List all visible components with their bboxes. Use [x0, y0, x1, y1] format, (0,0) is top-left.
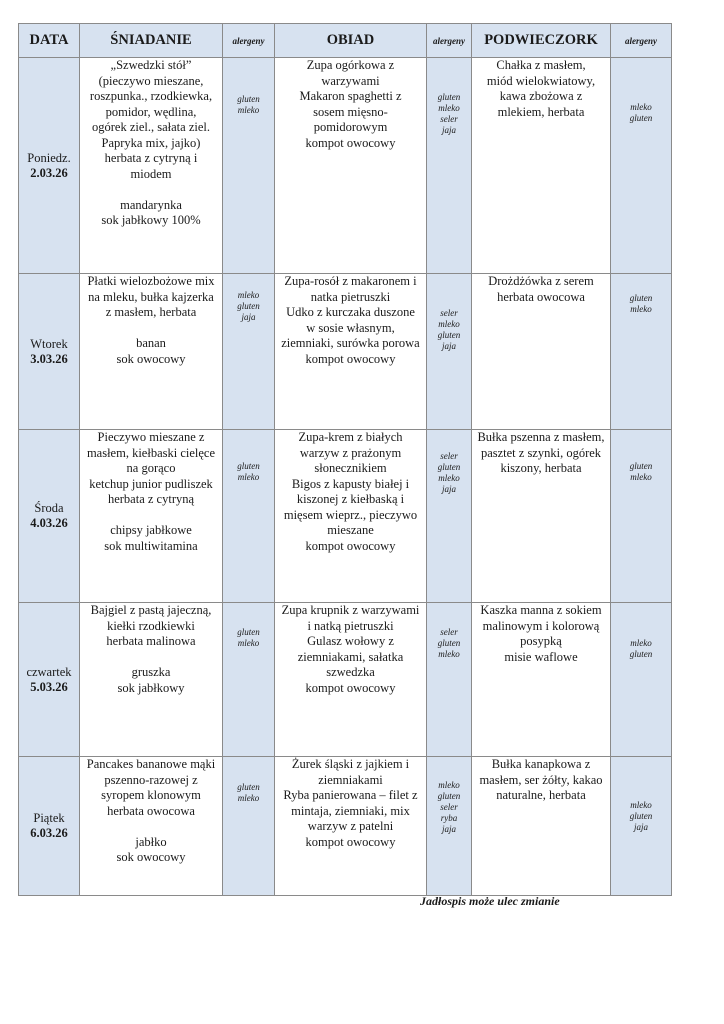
- breakfast-line: sok jabłkowy: [117, 680, 185, 695]
- allergen-item: mleko: [237, 290, 260, 300]
- allergen-item: gluten: [629, 113, 653, 123]
- snack-line: mlekiem, herbata: [497, 104, 585, 119]
- breakfast-allergens-cell: [223, 757, 275, 896]
- day-cell: [19, 603, 80, 757]
- breakfast-line: pomidor, wędlina,: [105, 104, 197, 119]
- snack-cell: [472, 58, 611, 274]
- snack-allergens-cell: [611, 58, 672, 274]
- day-cell: [19, 58, 80, 274]
- snack-allergens-cell: [611, 603, 672, 757]
- allergen-item: mleko: [438, 319, 460, 329]
- day-name: Środa: [34, 501, 64, 515]
- snack-allergens-cell: [611, 274, 672, 430]
- day-name: Wtorek: [30, 336, 68, 351]
- day-row: [19, 58, 672, 274]
- lunch-line: Gulasz wołowy z: [307, 634, 394, 648]
- allergen-item: gluten: [629, 461, 653, 471]
- allergen-item: seler: [440, 114, 458, 124]
- lunch-line: Makaron spaghetti z: [299, 89, 402, 103]
- breakfast-line: herbata malinowa: [106, 634, 196, 648]
- lunch-line: mieszane: [327, 523, 374, 537]
- snack-line: malinowym i kolorową: [482, 618, 600, 633]
- breakfast-spacer: [83, 650, 219, 666]
- snack-line: miód wielokwiatowy,: [486, 73, 596, 88]
- lunch-line: Ryba panierowana – filet z: [283, 788, 418, 802]
- allergen-item: seler: [440, 627, 458, 637]
- breakfast-line: herbata z cytryną i: [104, 151, 198, 165]
- day-row: [19, 274, 672, 430]
- header-breakfast-allergens: alergeny: [223, 24, 275, 58]
- lunch-allergens-cell: [427, 757, 472, 896]
- lunch-line: Żurek śląski z jajkiem i: [291, 757, 410, 771]
- allergen-item: jaja: [441, 824, 456, 834]
- lunch-line: kompot owocowy: [305, 680, 396, 695]
- allergen-item: mleko: [630, 304, 652, 314]
- breakfast-line: Pieczywo mieszane z: [97, 430, 205, 444]
- breakfast-allergens-cell: [223, 274, 275, 430]
- lunch-allergens-cell: [427, 603, 472, 757]
- allergen-item: mleko: [438, 649, 460, 659]
- lunch-line: kompot owocowy: [305, 135, 396, 150]
- lunch-cell: [275, 430, 427, 603]
- snack-cell: [472, 757, 611, 896]
- lunch-line: ziemniaki, surówka porowa: [281, 336, 420, 350]
- lunch-cell: [275, 757, 427, 896]
- menu-table: [18, 23, 672, 896]
- breakfast-line: sok multiwitamina: [104, 538, 198, 553]
- lunch-allergens-cell: [427, 58, 472, 274]
- breakfast-line: na gorąco: [126, 461, 176, 475]
- breakfast-line: chipsy jabłkowe: [110, 523, 192, 537]
- lunch-line: mintaja, ziemniaki, mix: [291, 803, 410, 818]
- breakfast-line: kiełki rzodkiewki: [107, 618, 195, 633]
- header-row: [19, 24, 672, 58]
- breakfast-cell: [80, 757, 223, 896]
- lunch-line: mięsem wieprz., pieczywo: [283, 507, 418, 522]
- breakfast-cell: [80, 58, 223, 274]
- breakfast-spacer: [83, 182, 219, 198]
- breakfast-allergens-cell: [223, 603, 275, 757]
- breakfast-line: „Szwedzki stół”: [110, 58, 192, 72]
- snack-line: Bułka pszenna z masłem,: [477, 430, 605, 444]
- allergen-item: mleko: [630, 800, 652, 810]
- allergen-item: jaja: [241, 312, 256, 322]
- header-snack: PODWIECZORK: [472, 24, 611, 58]
- breakfast-allergens-cell: [223, 58, 275, 274]
- lunch-line: Zupa ogórkowa z: [306, 58, 395, 72]
- lunch-line: Zupa-krem z białych: [298, 430, 403, 444]
- snack-line: herbata owocowa: [497, 289, 585, 304]
- breakfast-spacer: [83, 321, 219, 337]
- snack-line: Chałka z masłem,: [496, 58, 586, 72]
- breakfast-line: gruszka: [131, 665, 171, 679]
- allergen-item: mleko: [438, 780, 460, 790]
- allergen-item: mleko: [630, 472, 652, 482]
- allergen-item: mleko: [237, 105, 260, 115]
- lunch-line: Zupa krupnik z warzywami: [281, 603, 420, 617]
- snack-line: misie waflowe: [504, 649, 578, 664]
- breakfast-line: banan: [136, 336, 166, 350]
- lunch-line: słonecznikiem: [314, 461, 387, 475]
- snack-cell: [472, 430, 611, 603]
- snack-line: pasztet z szynki, ogórek: [480, 445, 602, 460]
- breakfast-line: herbata z cytryną: [107, 492, 195, 506]
- allergen-item: gluten: [237, 782, 260, 792]
- lunch-cell: [275, 274, 427, 430]
- header-snack-allergens: alergeny: [611, 24, 672, 58]
- snack-allergens-cell: [611, 430, 672, 603]
- allergen-item: mleko: [630, 102, 652, 112]
- allergen-item: seler: [440, 802, 458, 812]
- lunch-line: w sosie własnym,: [306, 320, 395, 335]
- breakfast-line: sok jabłkowy 100%: [101, 213, 201, 227]
- lunch-line: kompot owocowy: [305, 538, 396, 553]
- allergen-item: gluten: [437, 791, 461, 801]
- lunch-line: kompot owocowy: [305, 834, 396, 849]
- day-date: 4.03.26: [30, 516, 68, 530]
- snack-line: kawa zbożowa z: [499, 89, 583, 103]
- allergen-item: gluten: [629, 811, 653, 821]
- lunch-line: Bigos z kapusty białej i: [291, 476, 410, 491]
- day-date: 2.03.26: [30, 165, 68, 180]
- day-date: 6.03.26: [30, 826, 68, 840]
- day-cell: [19, 274, 80, 430]
- day-row: [19, 757, 672, 896]
- day-row: [19, 430, 672, 603]
- lunch-line: sosem mięsno-: [313, 104, 388, 119]
- breakfast-allergens-cell: [223, 430, 275, 603]
- allergen-item: mleko: [438, 103, 460, 113]
- breakfast-spacer: [83, 508, 219, 524]
- breakfast-line: sok owocowy: [116, 850, 186, 864]
- allergen-item: gluten: [237, 627, 260, 637]
- lunch-line: warzywami: [321, 73, 380, 88]
- breakfast-cell: [80, 430, 223, 603]
- snack-line: kiszony, herbata: [500, 461, 582, 475]
- menu-change-note: Jadłospis może ulec zmianie: [420, 894, 560, 908]
- breakfast-line: syropem klonowym: [101, 788, 201, 802]
- breakfast-line: Pancakes bananowe mąki: [86, 757, 216, 771]
- breakfast-line: z masłem, herbata: [105, 305, 197, 319]
- allergen-item: jaja: [441, 125, 456, 135]
- lunch-line: pomidorowym: [313, 120, 388, 134]
- allergen-item: mleko: [630, 638, 652, 648]
- allergen-item: seler: [440, 308, 458, 318]
- allergen-item: gluten: [437, 330, 461, 340]
- snack-line: posypką: [520, 634, 562, 648]
- lunch-line: warzyw z prażonym: [299, 445, 402, 460]
- allergen-item: mleko: [237, 472, 260, 482]
- breakfast-line: Bajgiel z pastą jajeczną,: [90, 603, 212, 617]
- snack-line: Bułka kanapkowa z: [491, 757, 591, 771]
- snack-line: masłem, ser żółty, kakao: [479, 772, 603, 787]
- breakfast-line: sok owocowy: [116, 351, 186, 366]
- day-date: 3.03.26: [30, 351, 68, 366]
- day-name: Poniedz.: [27, 150, 71, 165]
- snack-allergens-cell: [611, 757, 672, 896]
- day-cell: [19, 757, 80, 896]
- allergen-item: gluten: [237, 94, 260, 104]
- allergen-item: jaja: [633, 822, 648, 832]
- day-row: [19, 603, 672, 757]
- snack-cell: [472, 603, 611, 757]
- day-name: Piątek: [33, 811, 65, 825]
- breakfast-line: herbata owocowa: [107, 803, 195, 818]
- allergen-item: gluten: [437, 92, 461, 102]
- day-cell: [19, 430, 80, 603]
- lunch-line: warzyw z patelni: [307, 819, 394, 833]
- header-lunch: OBIAD: [275, 24, 427, 58]
- day-date: 5.03.26: [30, 679, 68, 694]
- breakfast-cell: [80, 603, 223, 757]
- lunch-allergens-cell: [427, 430, 472, 603]
- lunch-line: natka pietruszki: [310, 289, 391, 304]
- lunch-line: Zupa-rosół z makaronem i: [284, 274, 417, 288]
- snack-line: naturalne, herbata: [496, 788, 586, 802]
- breakfast-cell: [80, 274, 223, 430]
- allergen-item: ryba: [440, 813, 458, 823]
- allergen-item: gluten: [237, 461, 260, 471]
- header-lunch-allergens: alergeny: [427, 24, 472, 58]
- lunch-line: ziemniakami: [318, 772, 383, 787]
- allergen-item: gluten: [629, 649, 653, 659]
- day-name: czwartek: [26, 664, 72, 679]
- lunch-line: kiszonej z kiełbaską i: [296, 492, 405, 506]
- snack-cell: [472, 274, 611, 430]
- snack-line: Kaszka manna z sokiem: [480, 603, 602, 617]
- snack-line: Drożdżówka z serem: [488, 274, 594, 288]
- lunch-line: szwedzka: [326, 665, 375, 679]
- header-breakfast: ŚNIADANIE: [80, 24, 223, 58]
- lunch-line: kompot owocowy: [305, 351, 396, 366]
- breakfast-spacer: [83, 819, 219, 835]
- breakfast-line: masłem, kiełbaski cielęce: [86, 445, 216, 460]
- breakfast-line: miodem: [130, 166, 172, 181]
- lunch-cell: [275, 58, 427, 274]
- breakfast-line: ketchup junior pudliszek: [89, 476, 213, 491]
- allergen-item: mleko: [237, 793, 260, 803]
- breakfast-line: Papryka mix, jajko): [101, 135, 201, 150]
- allergen-item: seler: [440, 451, 458, 461]
- breakfast-line: Płatki wielozbożowe mix: [87, 274, 215, 288]
- lunch-line: Udko z kurczaka duszone: [286, 305, 415, 319]
- allergen-item: mleko: [438, 473, 460, 483]
- breakfast-line: mandarynka: [120, 197, 182, 212]
- allergen-item: gluten: [629, 293, 653, 303]
- lunch-line: i natką pietruszki: [307, 618, 394, 633]
- breakfast-line: (pieczywo mieszane,: [98, 73, 204, 88]
- allergen-item: gluten: [437, 638, 461, 648]
- allergen-item: jaja: [441, 341, 456, 351]
- breakfast-line: pszenno-razowej z: [104, 772, 198, 787]
- lunch-allergens-cell: [427, 274, 472, 430]
- breakfast-line: ogórek ziel., sałata ziel.: [92, 120, 210, 134]
- breakfast-line: jabłko: [135, 834, 167, 849]
- lunch-cell: [275, 603, 427, 757]
- allergen-item: gluten: [237, 301, 260, 311]
- allergen-item: gluten: [437, 462, 461, 472]
- header-date: DATA: [19, 24, 80, 58]
- breakfast-line: na mleku, bułka kajzerka: [88, 289, 214, 304]
- breakfast-line: roszpunka., rzodkiewka,: [89, 89, 213, 103]
- allergen-item: jaja: [441, 484, 456, 494]
- allergen-item: mleko: [237, 638, 260, 648]
- lunch-line: ziemniakami, sałatka: [297, 649, 404, 664]
